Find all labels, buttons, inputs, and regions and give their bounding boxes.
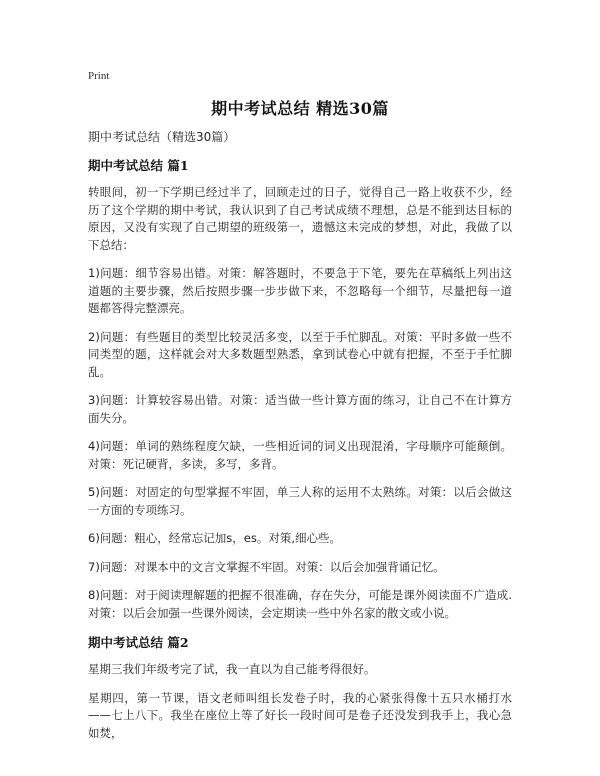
print-label[interactable]: Print bbox=[88, 70, 110, 82]
paragraph: 4)问题：单词的熟练程度欠缺，一些相近词的词义出现混淆，字母顺序可能颠倒。对策：死记硬背，多读，多写，多背。 bbox=[88, 439, 512, 471]
paragraph: 星期三我们年级考完了试，我一直以为自己能考得很好。 bbox=[88, 662, 376, 676]
paragraph: 5)问题：对固定的句型掌握不牢固，单三人称的运用不太熟练。对策：以后会做这一方面的专项练习。 bbox=[88, 485, 512, 517]
paragraph: 2)问题：有些题目的类型比较灵活多变，以至于手忙脚乱。对策：平时多做一些不同类型的题，这样就会对大多数题型熟悉，拿到试卷心中就有把握，不至于手忙脚乱。 bbox=[88, 329, 512, 379]
section-heading: 期中考试总结 篇2 bbox=[88, 635, 189, 650]
paragraph: 6)问题：粗心，经常忘记加s，es。对策,细心些。 bbox=[88, 531, 342, 545]
page-title: 期中考试总结 精选30篇 bbox=[211, 99, 389, 118]
paragraph: 7)问题：对课本中的文言文掌握不牢固。对策：以后会加强背诵记忆。 bbox=[88, 559, 445, 574]
subtitle: 期中考试总结（精选30篇） bbox=[88, 130, 236, 144]
paragraph: 星期四，第一节课，语文老师叫组长发卷子时，我的心紧张得像十五只水桶打水——七上八下。我坐在座位上等了好长一段时间可是卷子还没发到我手上，我心急如焚， bbox=[88, 690, 512, 740]
paragraph: 转眼间，初一下学期已经过半了，回顾走过的日子，觉得自己一路上收获不少，经历了这个学期的期中考试，我认识到了自己考试成绩不理想，总是不能到达目标的原因，又没有实现了自己期望的班级第一，遗憾这未完成的梦想，对此，我做了以下总结： bbox=[88, 185, 512, 252]
document-body bbox=[88, 128, 512, 753]
paragraph: 3)问题：计算较容易出错。对策：适当做一些计算方面的练习，让自己不在计算方面失分。 bbox=[88, 393, 512, 425]
section-heading: 期中考试总结 篇1 bbox=[88, 158, 189, 173]
paragraph: 1)问题：细节容易出错。对策：解答题时，不要急于下笔，要先在草稿纸上列出这道题的主要步骤，然后按照步骤一步步做下来，不忽略每一个细节，尽量把每一道题都答得完整漂亮。 bbox=[88, 266, 512, 315]
paragraph: 8)问题：对于阅读理解题的把握不很准确，存在失分，可能是课外阅读面不广造成.对策：以后会加强一些课外阅读，会定期读一些中外名家的散文或小说。 bbox=[88, 588, 512, 620]
